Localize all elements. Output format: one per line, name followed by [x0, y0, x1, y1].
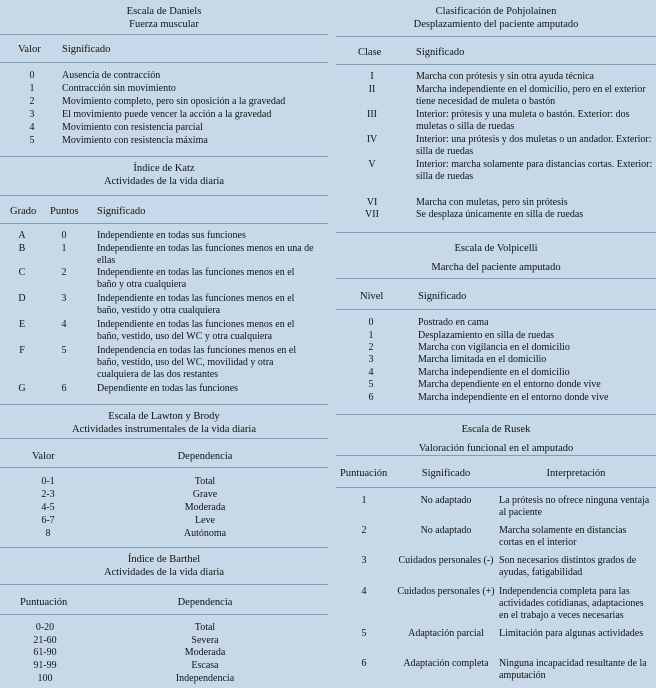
lawton-cell-valor: 6-7 [41, 515, 55, 526]
divider [0, 195, 328, 196]
rusek-cell-significado: Adaptación parcial [408, 628, 484, 639]
rusek-title-line1: Escala de Rusek [461, 424, 531, 435]
lawton-cell-valor: 2-3 [41, 489, 55, 500]
volpicelli-cell-significado: Desplazamiento en silla de ruedas [418, 330, 555, 341]
volpicelli-cell-significado: Marcha independiente en el domicilio [418, 367, 570, 378]
volpicelli-title-line1: Escala de Volpicelli [454, 243, 538, 254]
daniels-cell-valor: 0 [29, 70, 35, 81]
lawton-cell-valor: 0-1 [41, 476, 55, 487]
rusek-title [336, 415, 656, 455]
col-header-interpretacion: Interpretación [546, 468, 606, 479]
pohjolainen-cell-clase: V [368, 159, 376, 170]
rusek-cell-puntuacion: 1 [361, 495, 367, 506]
pohjolainen-cell-significado: Marcha con muletas, pero sin prótesis [416, 197, 568, 208]
barthel-cell-puntuacion: 100 [37, 673, 53, 684]
rusek-cell-interpretacion: Independencia completa para las actividades cotidianas, adaptaciones en el trabajo a veces necesarias [499, 586, 644, 621]
volpicelli-cell-nivel: 4 [368, 367, 374, 378]
daniels-cell-valor: 4 [29, 122, 35, 133]
divider [336, 36, 656, 37]
divider [336, 278, 656, 279]
lawton-cell-valor: 8 [45, 528, 51, 539]
col-header-puntos: Puntos [50, 206, 79, 217]
katz-cell-puntos: 4 [61, 319, 67, 330]
daniels-title [0, 0, 328, 31]
divider [0, 223, 328, 224]
rusek-cell-significado: Cuidados personales (-) [398, 555, 494, 566]
volpicelli-cell-significado: Marcha independiente en el entorno donde vive [418, 392, 609, 403]
daniels-cell-valor: 3 [29, 109, 35, 120]
pohjolainen-title [336, 0, 656, 31]
divider [336, 309, 656, 310]
volpicelli-title-line2: Marcha del paciente amputado [431, 262, 561, 273]
col-header-significado: Significado [62, 44, 111, 55]
pohjolainen-cell-clase: VI [366, 197, 378, 208]
katz-cell-grado: C [18, 267, 26, 278]
col-header-valor: Valor [18, 44, 41, 55]
rusek-cell-significado: Cuidados personales (+) [397, 586, 495, 597]
katz-cell-puntos: 6 [61, 383, 67, 394]
daniels-cell-valor: 2 [29, 96, 35, 107]
katz-cell-grado: G [18, 383, 26, 394]
volpicelli-cell-nivel: 6 [368, 392, 374, 403]
barthel-card [0, 547, 328, 688]
katz-cell-significado: Independiente en todas las funciones menos en el baño, vestido y otra cualquiera [97, 293, 295, 316]
col-header-puntuacion: Puntuación [340, 468, 388, 479]
col-header-significado: Significado [418, 291, 467, 302]
divider [0, 467, 328, 468]
pohjolainen-cell-significado: Interior: una prótesis y dos muletas o un andador. Exterior: silla de ruedas [416, 134, 652, 157]
col-header-valor: Valor [32, 451, 55, 462]
pohjolainen-cell-clase: IV [366, 134, 378, 145]
katz-cell-grado: B [18, 243, 26, 254]
barthel-cell-puntuacion: 91-99 [33, 660, 57, 671]
col-header-clase: Clase [358, 47, 382, 58]
katz-cell-grado: A [18, 230, 26, 241]
divider [336, 455, 656, 456]
barthel-cell-puntuacion: 21-60 [33, 635, 57, 646]
divider [0, 34, 328, 35]
katz-cell-significado: Independiente en todas las funciones menos en el baño, vestido, uso del WC y otra cualquiera [97, 319, 295, 342]
rusek-cell-significado: No adaptado [420, 525, 472, 536]
pohjolainen-cell-significado: Marcha con prótesis y sin otra ayuda técnica [416, 71, 594, 82]
pohjolainen-cell-significado: Interior: prótesis y una muleta o bastón. Exterior: dos muletas o silla de ruedas [416, 109, 630, 132]
barthel-cell-dependencia: Independencia [175, 673, 235, 684]
volpicelli-cell-nivel: 0 [368, 317, 374, 328]
katz-cell-significado: Independiente en todas las funciones menos en una de ellas [97, 243, 314, 266]
katz-cell-puntos: 3 [61, 293, 67, 304]
katz-cell-significado: Independiente en todas sus funciones [97, 230, 246, 241]
volpicelli-title [336, 233, 656, 274]
katz-title-line2: Actividades de la vida diaria [103, 176, 225, 187]
daniels-cell-valor: 1 [29, 83, 35, 94]
rusek-card [336, 414, 656, 688]
volpicelli-cell-significado: Marcha con vigilancia en el domicilio [418, 342, 570, 353]
volpicelli-cell-nivel: 5 [368, 379, 374, 390]
lawton-cell-dependencia: Moderada [184, 502, 226, 513]
pohjolainen-cell-significado: Interior: marcha solamente para distancias cortas. Exterior: silla de ruedas [416, 159, 653, 182]
barthel-cell-dependencia: Severa [191, 635, 219, 646]
volpicelli-card [336, 232, 656, 411]
daniels-cell-significado: Movimiento con resistencia máxima [62, 135, 208, 146]
col-header-puntuacion: Puntuación [20, 597, 68, 608]
col-header-nivel: Nivel [360, 291, 384, 302]
daniels-cell-significado: El movimiento puede vencer la acción a la gravedad [62, 109, 272, 120]
pohjolainen-title-line2: Desplazamiento del paciente amputado [413, 19, 579, 30]
katz-title [0, 157, 328, 188]
rusek-cell-puntuacion: 2 [361, 525, 367, 536]
daniels-cell-significado: Movimiento con resistencia parcial [62, 122, 203, 133]
daniels-card [0, 0, 328, 152]
rusek-cell-puntuacion: 4 [361, 586, 367, 597]
daniels-cell-significado: Ausencia de contracción [62, 70, 161, 81]
pohjolainen-cell-clase: VII [365, 209, 379, 220]
barthel-cell-puntuacion: 61-90 [33, 647, 57, 658]
col-header-dependencia: Dependencia [177, 451, 233, 462]
col-header-significado: Significado [421, 468, 471, 479]
rusek-cell-interpretacion: Limitación para algunas actividades [499, 628, 644, 639]
lawton-cell-dependencia: Total [194, 476, 216, 487]
katz-cell-grado: D [18, 293, 26, 304]
col-header-significado: Significado [416, 47, 465, 58]
lawton-title-line2: Actividades instrumentales de la vida diaria [72, 424, 256, 435]
lawton-title [0, 405, 328, 436]
col-header-significado: Significado [97, 206, 146, 217]
divider [336, 64, 656, 65]
lawton-card [0, 404, 328, 545]
divider [0, 584, 328, 585]
divider [336, 487, 656, 488]
lawton-cell-dependencia: Leve [195, 515, 215, 526]
rusek-cell-interpretacion: Ninguna incapacidad resultante de la amputación [499, 658, 647, 681]
lawton-cell-dependencia: Grave [192, 489, 218, 500]
katz-cell-significado: Independencia en todas las funciones menos en el baño, vestido, uso del WC, movilidad y otra cualquiera de las dos restantes [97, 345, 297, 380]
divider [0, 614, 328, 615]
rusek-cell-puntuacion: 5 [361, 628, 367, 639]
lawton-title-line1: Escala de Lawton y Brody [108, 411, 220, 422]
col-header-dependencia: Dependencia [177, 597, 233, 608]
volpicelli-cell-significado: Marcha dependiente en el entorno donde vive [418, 379, 601, 390]
pohjolainen-cell-clase: III [367, 109, 377, 120]
pohjolainen-card [336, 0, 656, 226]
barthel-title-line1: Índice de Barthel [127, 554, 201, 565]
katz-cell-puntos: 1 [61, 243, 67, 254]
lawton-cell-valor: 4-5 [41, 502, 55, 513]
lawton-cell-dependencia: Autónoma [183, 528, 227, 539]
daniels-cell-valor: 5 [29, 135, 35, 146]
divider [0, 438, 328, 439]
barthel-title [0, 548, 328, 579]
barthel-title-line2: Actividades de la vida diaria [103, 567, 225, 578]
barthel-cell-puntuacion: 0-20 [35, 622, 55, 633]
pohjolainen-cell-significado: Se desplaza únicamente en silla de ruedas [416, 209, 584, 220]
katz-cell-grado: F [19, 345, 25, 356]
katz-cell-significado: Independiente en todas las funciones menos en el baño y otra cualquiera [97, 267, 295, 290]
barthel-cell-dependencia: Total [194, 622, 216, 633]
rusek-cell-interpretacion: La prótesis no ofrece ninguna ventaja al paciente [499, 495, 650, 518]
katz-cell-puntos: 2 [61, 267, 67, 278]
daniels-cell-significado: Contracción sin movimiento [62, 83, 176, 94]
katz-cell-puntos: 0 [61, 230, 67, 241]
pohjolainen-title-line1: Clasificación de Pohjolainen [435, 6, 557, 17]
barthel-cell-dependencia: Escasa [191, 660, 219, 671]
katz-cell-significado: Dependiente en todas las funciones [97, 383, 239, 394]
rusek-cell-puntuacion: 6 [361, 658, 367, 669]
volpicelli-cell-significado: Marcha limitada en el domicilio [418, 354, 547, 365]
daniels-title-line2: Fuerza muscular [129, 19, 199, 30]
barthel-cell-dependencia: Moderada [184, 647, 226, 658]
daniels-cell-significado: Movimiento completo, pero sin oposición a la gravedad [62, 96, 286, 107]
rusek-cell-significado: No adaptado [420, 495, 472, 506]
katz-title-line1: Índice de Katz [133, 163, 195, 174]
katz-cell-grado: E [18, 319, 26, 330]
pohjolainen-cell-clase: I [370, 71, 374, 82]
volpicelli-cell-significado: Postrado en cama [418, 317, 489, 328]
rusek-cell-significado: Adaptación completa [403, 658, 489, 669]
katz-cell-puntos: 5 [61, 345, 67, 356]
col-header-grado: Grado [10, 206, 37, 217]
pohjolainen-cell-significado: Marcha independiente en el domicilio, pero en el exterior tiene necesidad de muleta o bastón [416, 84, 646, 107]
volpicelli-cell-nivel: 2 [368, 342, 374, 353]
rusek-cell-interpretacion: Son necesarios distintos grados de ayudas, fatigabilidad [499, 555, 637, 578]
rusek-title-line2: Valoración funcional en el amputado [418, 443, 574, 454]
volpicelli-cell-nivel: 1 [368, 330, 374, 341]
volpicelli-cell-nivel: 3 [368, 354, 374, 365]
daniels-title-line1: Escala de Daniels [126, 6, 202, 17]
divider [0, 62, 328, 63]
rusek-cell-interpretacion: Marcha solamente en distancias cortas en el interior [499, 525, 627, 548]
pohjolainen-cell-clase: II [368, 84, 376, 95]
rusek-cell-puntuacion: 3 [361, 555, 367, 566]
katz-card [0, 156, 328, 403]
